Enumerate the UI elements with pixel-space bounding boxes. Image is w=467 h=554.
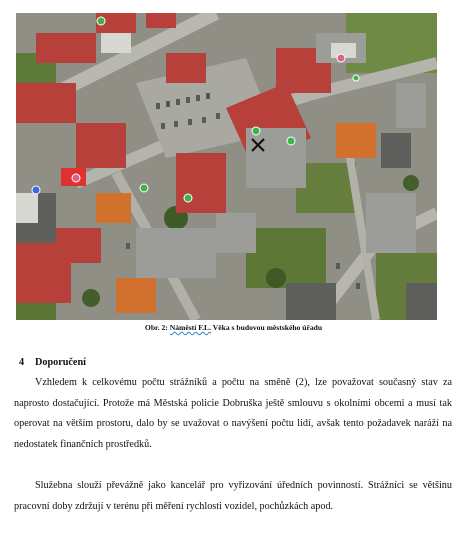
section-heading	[19, 357, 86, 368]
caption-square-name: Náměstí F.L.	[169, 323, 212, 332]
caption-rest: Věka s budovou městského úřadu	[211, 323, 323, 332]
aerial-map-image	[16, 13, 437, 320]
figure-caption	[0, 323, 467, 332]
paragraph: Vzhledem k celkovému počtu strážníků a počtu na směně (2), lze považovat současný stav za naprosto dostačující. Protože má Městská policie Dobruška ještě smlouvu s okolními obcemi a musí tak operovat na větším prostoru, dalo by se uvažovat o navýšení počtu lidí, avšak tento požadavek naráží na nedostatek finančních prostředků.	[14, 377, 452, 450]
caption-prefix: Obr. 2:	[144, 323, 170, 332]
section-title: Doporučení	[35, 357, 86, 368]
paragraph: Služebna slouží převážně jako kancelář pro vyřizování úředních povinností. Strážníci se většinu pracovní doby zdržují v terénu při měření rychlosti vozidel, pochůzkách apod.	[14, 480, 452, 512]
section-number: 4	[19, 357, 25, 368]
